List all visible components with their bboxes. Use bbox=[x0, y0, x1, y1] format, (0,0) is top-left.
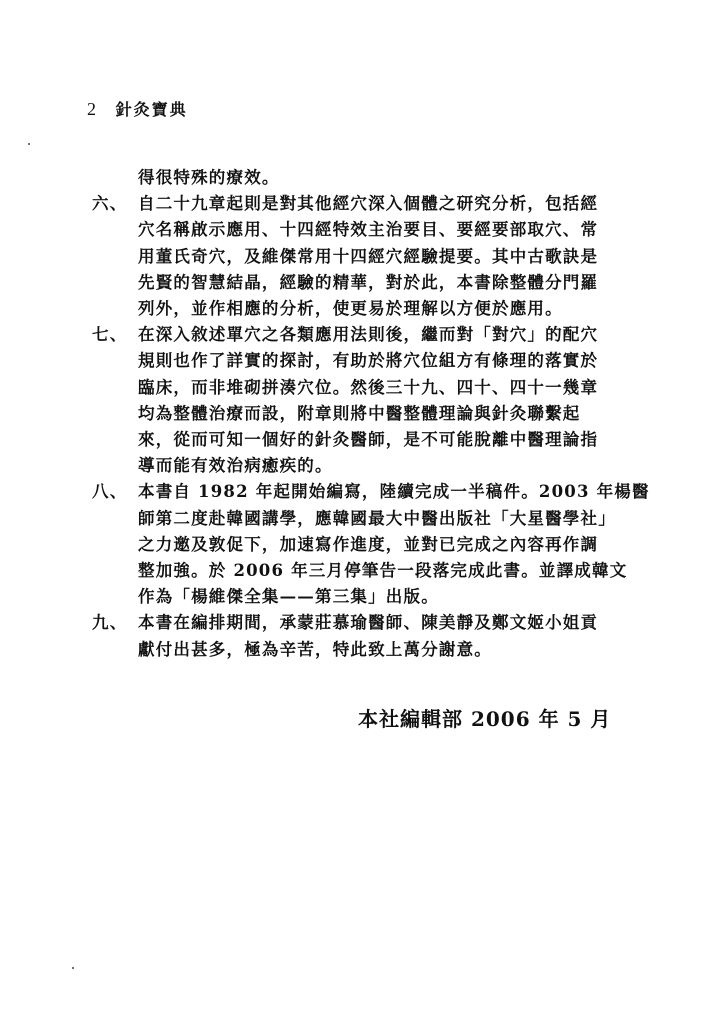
paragraph-line: 本書在編排期間，承蒙莊慕瑜醫師、陳美靜及鄭文姬小姐貢 bbox=[138, 613, 599, 633]
paragraph-line: 列外，並作相應的分析，使更易於理解以方便於應用。 bbox=[138, 299, 563, 319]
paragraph-line: 之力邀及敦促下，加速寫作進度，並對已完成之內容再作調 bbox=[138, 534, 599, 554]
item-marker: 六、 bbox=[92, 194, 128, 214]
paragraph-line: 作為「楊維傑全集——第三集」出版。 bbox=[138, 587, 439, 607]
item-marker: 九、 bbox=[92, 613, 128, 633]
item-text bbox=[138, 322, 598, 479]
paragraph-line: 先賢的智慧結晶，經驗的精華，對於此，本書除整體分門羅 bbox=[138, 272, 599, 292]
item-marker: 七、 bbox=[92, 325, 128, 345]
list-item-7 bbox=[92, 322, 632, 479]
signature: 本社編輯部 2006 年 5 月 bbox=[358, 707, 612, 731]
paragraph-line: 均為整體治療而設，附章則將中醫整體理論與針灸聯繫起 bbox=[138, 403, 581, 423]
scan-speck bbox=[72, 967, 74, 969]
paragraph-line: 規則也作了詳實的探討，有助於將穴位組方有條理的落實於 bbox=[138, 351, 599, 371]
paragraph-line: 得很特殊的療效。 bbox=[138, 168, 280, 187]
paragraph-line: 本書自 1982 年起開始編寫，陸續完成一半稿件。2003 年楊醫 bbox=[138, 482, 650, 502]
list-item-6 bbox=[92, 191, 632, 322]
body-text bbox=[92, 165, 650, 663]
paragraph-line: 自二十九章起則是對其他經穴深入個體之研究分析，包括經 bbox=[138, 194, 599, 214]
item-text bbox=[138, 610, 598, 662]
paragraph-line: 用董氏奇穴，及維傑常用十四經穴經驗提要。其中古歌訣是 bbox=[138, 246, 599, 266]
paragraph-line: 整加強。於 2006 年三月停筆告一段落完成此書。並譯成韓文 bbox=[138, 561, 628, 581]
paragraph-line: 師第二度赴韓國講學，應韓國最大中醫出版社「大星醫學社」 bbox=[138, 508, 616, 528]
item-text bbox=[138, 479, 650, 610]
paragraph-line: 來，從而可知一個好的針灸醫師，是不可能脫離中醫理論指 bbox=[138, 430, 599, 450]
paragraph-line: 臨床，而非堆砌拼湊穴位。然後三十九、四十、四十一幾章 bbox=[138, 377, 599, 397]
page-header bbox=[87, 97, 188, 120]
paragraph-line: 在深入敘述單穴之各類應用法則後，繼而對「對穴」的配穴 bbox=[138, 325, 599, 345]
list-item-9 bbox=[92, 610, 632, 662]
item-text bbox=[138, 191, 598, 322]
scan-speck bbox=[28, 143, 30, 145]
paragraph-line: 穴名稱啟示應用、十四經特效主治要目、要經要部取穴、常 bbox=[138, 220, 599, 240]
continuation-paragraph bbox=[92, 165, 632, 191]
list-item-8 bbox=[92, 479, 650, 610]
paragraph-line: 獻付出甚多，極為辛苦，特此致上萬分謝意。 bbox=[138, 639, 492, 659]
item-marker: 八、 bbox=[92, 482, 128, 502]
book-title: 針灸寶典 bbox=[115, 100, 188, 119]
page-number: 2 bbox=[87, 99, 98, 119]
paragraph-line: 導而能有效治病癒疾的。 bbox=[138, 456, 333, 476]
